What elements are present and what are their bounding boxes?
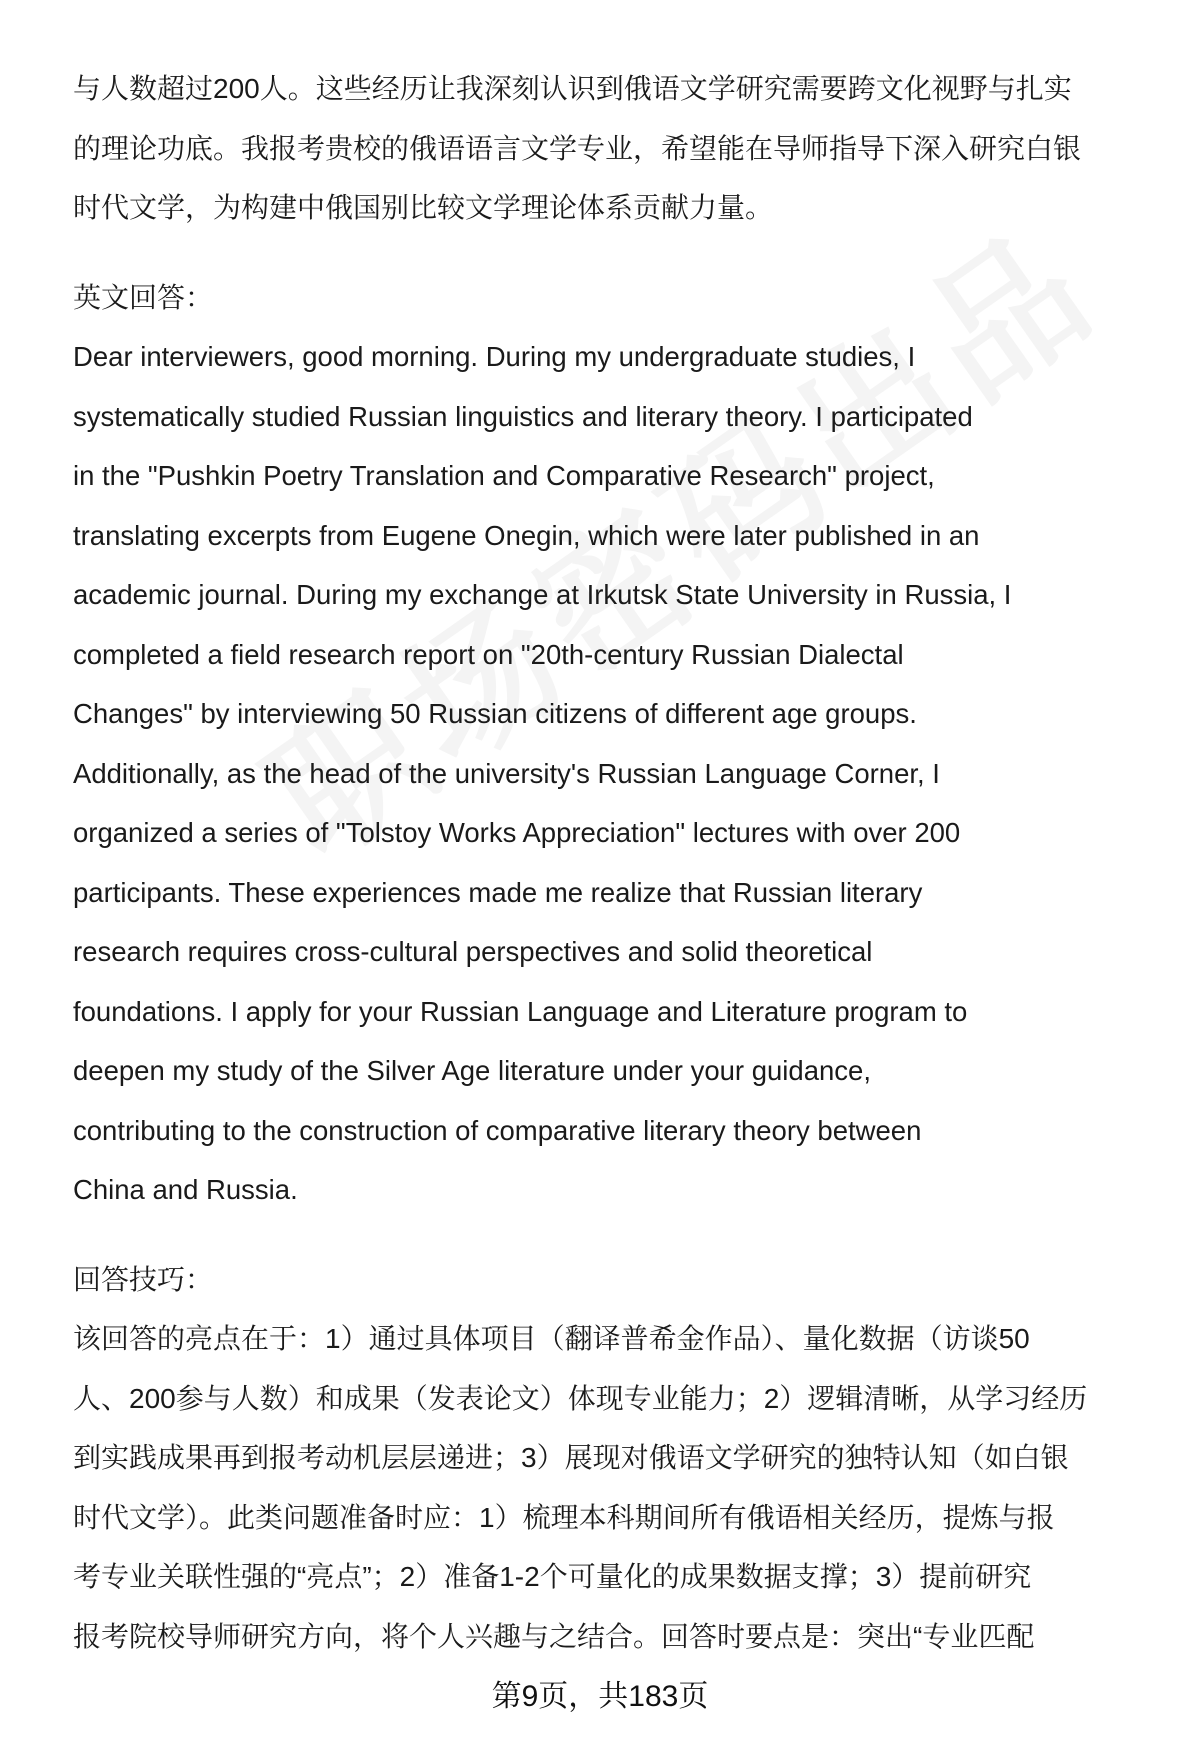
english-heading-block (73, 268, 213, 328)
text-line: 时代文学）。此类问题准备时应：1）梳理本科期间所有俄语相关经历，提炼与报 (73, 1501, 1055, 1533)
text-line: 时代文学，为构建中俄国别比较文学理论体系贡献力量。 (73, 192, 774, 223)
english-answer-paragraph (73, 327, 1011, 1220)
text-line: 该回答的亮点在于：1）通过具体项目（翻译普希金作品）、量化数据（访谈50 (73, 1323, 1030, 1354)
text-line: systematically studied Russian linguistics and literary theory. I participated (73, 400, 973, 432)
text-line: 考专业关联性强的“亮点”；2）准备1-2个可量化的成果数据支撑；3）提前研究 (73, 1561, 1032, 1592)
text-line: Dear interviewers, good morning. During my undergraduate studies, I (73, 341, 916, 372)
tips-paragraph (73, 1309, 1087, 1666)
text-line: 到实践成果再到报考动机层层递进；3）展现对俄语文学研究的独特认知（如白银 (73, 1442, 1069, 1473)
text-line: Additionally, as the head of the university's Russian Language Corner, I (73, 757, 940, 789)
text-line: participants. These experiences made me realize that Russian literary (73, 876, 923, 908)
text-line: 的理论功底。我报考贵校的俄语语言文学专业，希望能在导师指导下深入研究白银 (73, 132, 1082, 164)
english-answer-heading: 英文回答： (73, 282, 214, 313)
intro-paragraph (73, 59, 1081, 238)
text-line: 人、200参与人数）和成果（发表论文）体现专业能力；2）逻辑清晰，从学习经历 (73, 1382, 1088, 1414)
text-line: China and Russia. (73, 1174, 298, 1205)
text-line: 报考院校导师研究方向，将个人兴趣与之结合。回答时要点是：突出“专业匹配 (73, 1620, 1035, 1652)
text-line: deepen my study of the Silver Age literature under your guidance, (73, 1055, 871, 1086)
text-line: in the "Pushkin Poetry Translation and Comparative Research" project, (73, 460, 935, 491)
tips-heading: 回答技巧： (73, 1264, 214, 1295)
text-line: foundations. I apply for your Russian Language and Literature program to (73, 995, 968, 1027)
text-line: translating excerpts from Eugene Onegin, which were later published in an (73, 519, 980, 551)
tips-heading-block (73, 1250, 213, 1310)
text-line: research requires cross-cultural perspectives and solid theoretical (73, 936, 873, 967)
text-line: contributing to the construction of comparative literary theory between (73, 1114, 922, 1146)
text-line: completed a field research report on "20th-century Russian Dialectal (73, 638, 904, 670)
text-line: academic journal. During my exchange at Irkutsk State University in Russia, I (73, 579, 1012, 610)
text-line: organized a series of "Tolstoy Works Appreciation" lectures with over 200 (73, 817, 961, 848)
page-number: 第9页，共183页 (491, 1680, 709, 1713)
text-line: Changes" by interviewing 50 Russian citizens of different age groups. (73, 698, 917, 729)
text-line: 与人数超过200人。这些经历让我深刻认识到俄语文学研究需要跨文化视野与扎实 (73, 73, 1072, 104)
